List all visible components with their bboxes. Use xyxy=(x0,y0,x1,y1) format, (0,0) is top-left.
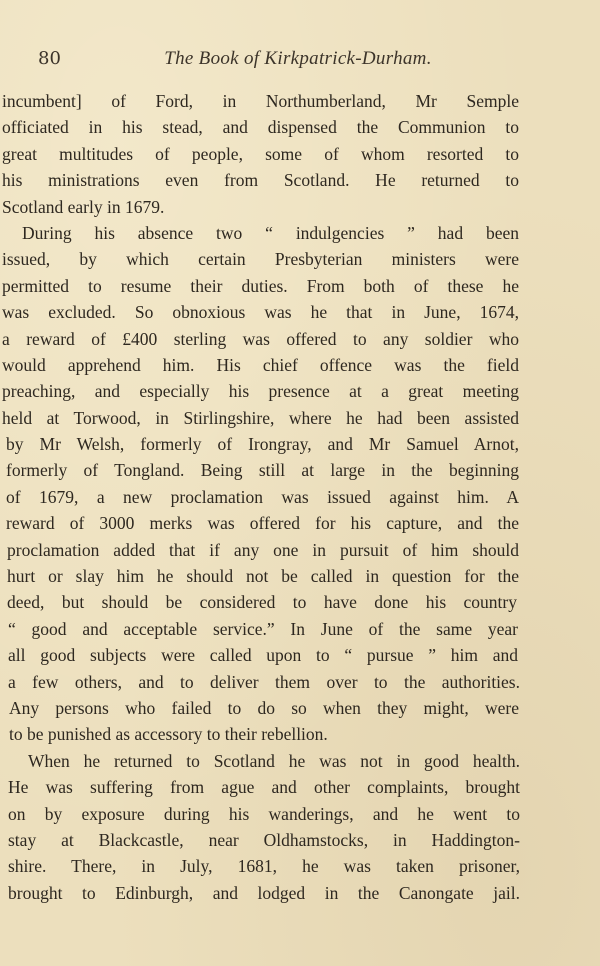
text-line: brought to Edinburgh, and lodged in the Canongate jail. xyxy=(8,882,520,903)
text-line: by Mr Welsh, formerly of Irongray, and Mr Samuel Arnot, xyxy=(6,434,519,455)
text-line: incumbent] of Ford, in Northumberland, Mr Semple xyxy=(2,91,519,111)
text-line: would apprehend him. His chief offence was the field xyxy=(2,354,519,375)
text-line: During his absence two “ indulgencies ” had been xyxy=(22,222,519,243)
text-line: to be punished as accessory to their rebellion. xyxy=(9,724,328,745)
text-line: reward of 3000 merks was offered for his capture, and the xyxy=(6,513,519,534)
text-line: great multitudes of people, some of whom resorted to xyxy=(2,143,519,164)
text-line: preaching, and especially his presence at a great meeting xyxy=(2,381,519,402)
text-line: “ good and acceptable service.” In June of the same year xyxy=(8,618,518,639)
text-line: proclamation added that if any one in pursuit of him should xyxy=(7,539,519,560)
text-line: He was suffering from ague and other complaints, brought xyxy=(8,777,520,798)
text-line: permitted to resume their duties. From both of these he xyxy=(2,275,519,296)
running-title: The Book of Kirkpatrick-Durham. xyxy=(164,48,432,69)
paragraph-1 xyxy=(2,88,519,220)
text-line: hurt or slay him he should not be called in question for the xyxy=(7,566,519,587)
text-line: issued, by which certain Presbyterian ministers were xyxy=(2,249,519,270)
text-line: his ministrations even from Scotland. He returned to xyxy=(2,170,519,191)
text-line: deed, but should be considered to have done his country xyxy=(7,592,517,613)
text-line: of 1679, a new proclamation was issued against him. A xyxy=(6,486,519,507)
text-line: a few others, and to deliver them over to the authorities. xyxy=(8,671,520,692)
text-line: was excluded. So obnoxious was he that in June, 1674, xyxy=(2,302,519,323)
page-header xyxy=(38,48,558,78)
text-line: stay at Blackcastle, near Oldhamstocks, in Haddington- xyxy=(8,829,520,850)
body-text xyxy=(0,88,520,906)
page-number: 80 xyxy=(38,48,61,69)
text-line: Scotland early in 1679. xyxy=(2,196,165,217)
paragraph-2 xyxy=(2,220,519,748)
paragraph-3 xyxy=(8,748,520,906)
text-line: Any persons who failed to do so when they might, were xyxy=(9,697,519,718)
text-line: a reward of £400 sterling was offered to any soldier who xyxy=(2,328,519,349)
text-line: When he returned to Scotland he was not in good health. xyxy=(28,750,520,771)
text-line: all good subjects were called upon to “ pursue ” him and xyxy=(8,645,518,666)
text-line: formerly of Tongland. Being still at large in the beginning xyxy=(6,460,519,481)
text-line: held at Torwood, in Stirlingshire, where he had been assisted xyxy=(2,407,519,428)
text-line: on by exposure during his wanderings, and he went to xyxy=(8,803,520,824)
text-line: shire. There, in July, 1681, he was taken prisoner, xyxy=(8,856,520,877)
text-line: officiated in his stead, and dispensed the Communion to xyxy=(2,117,519,138)
